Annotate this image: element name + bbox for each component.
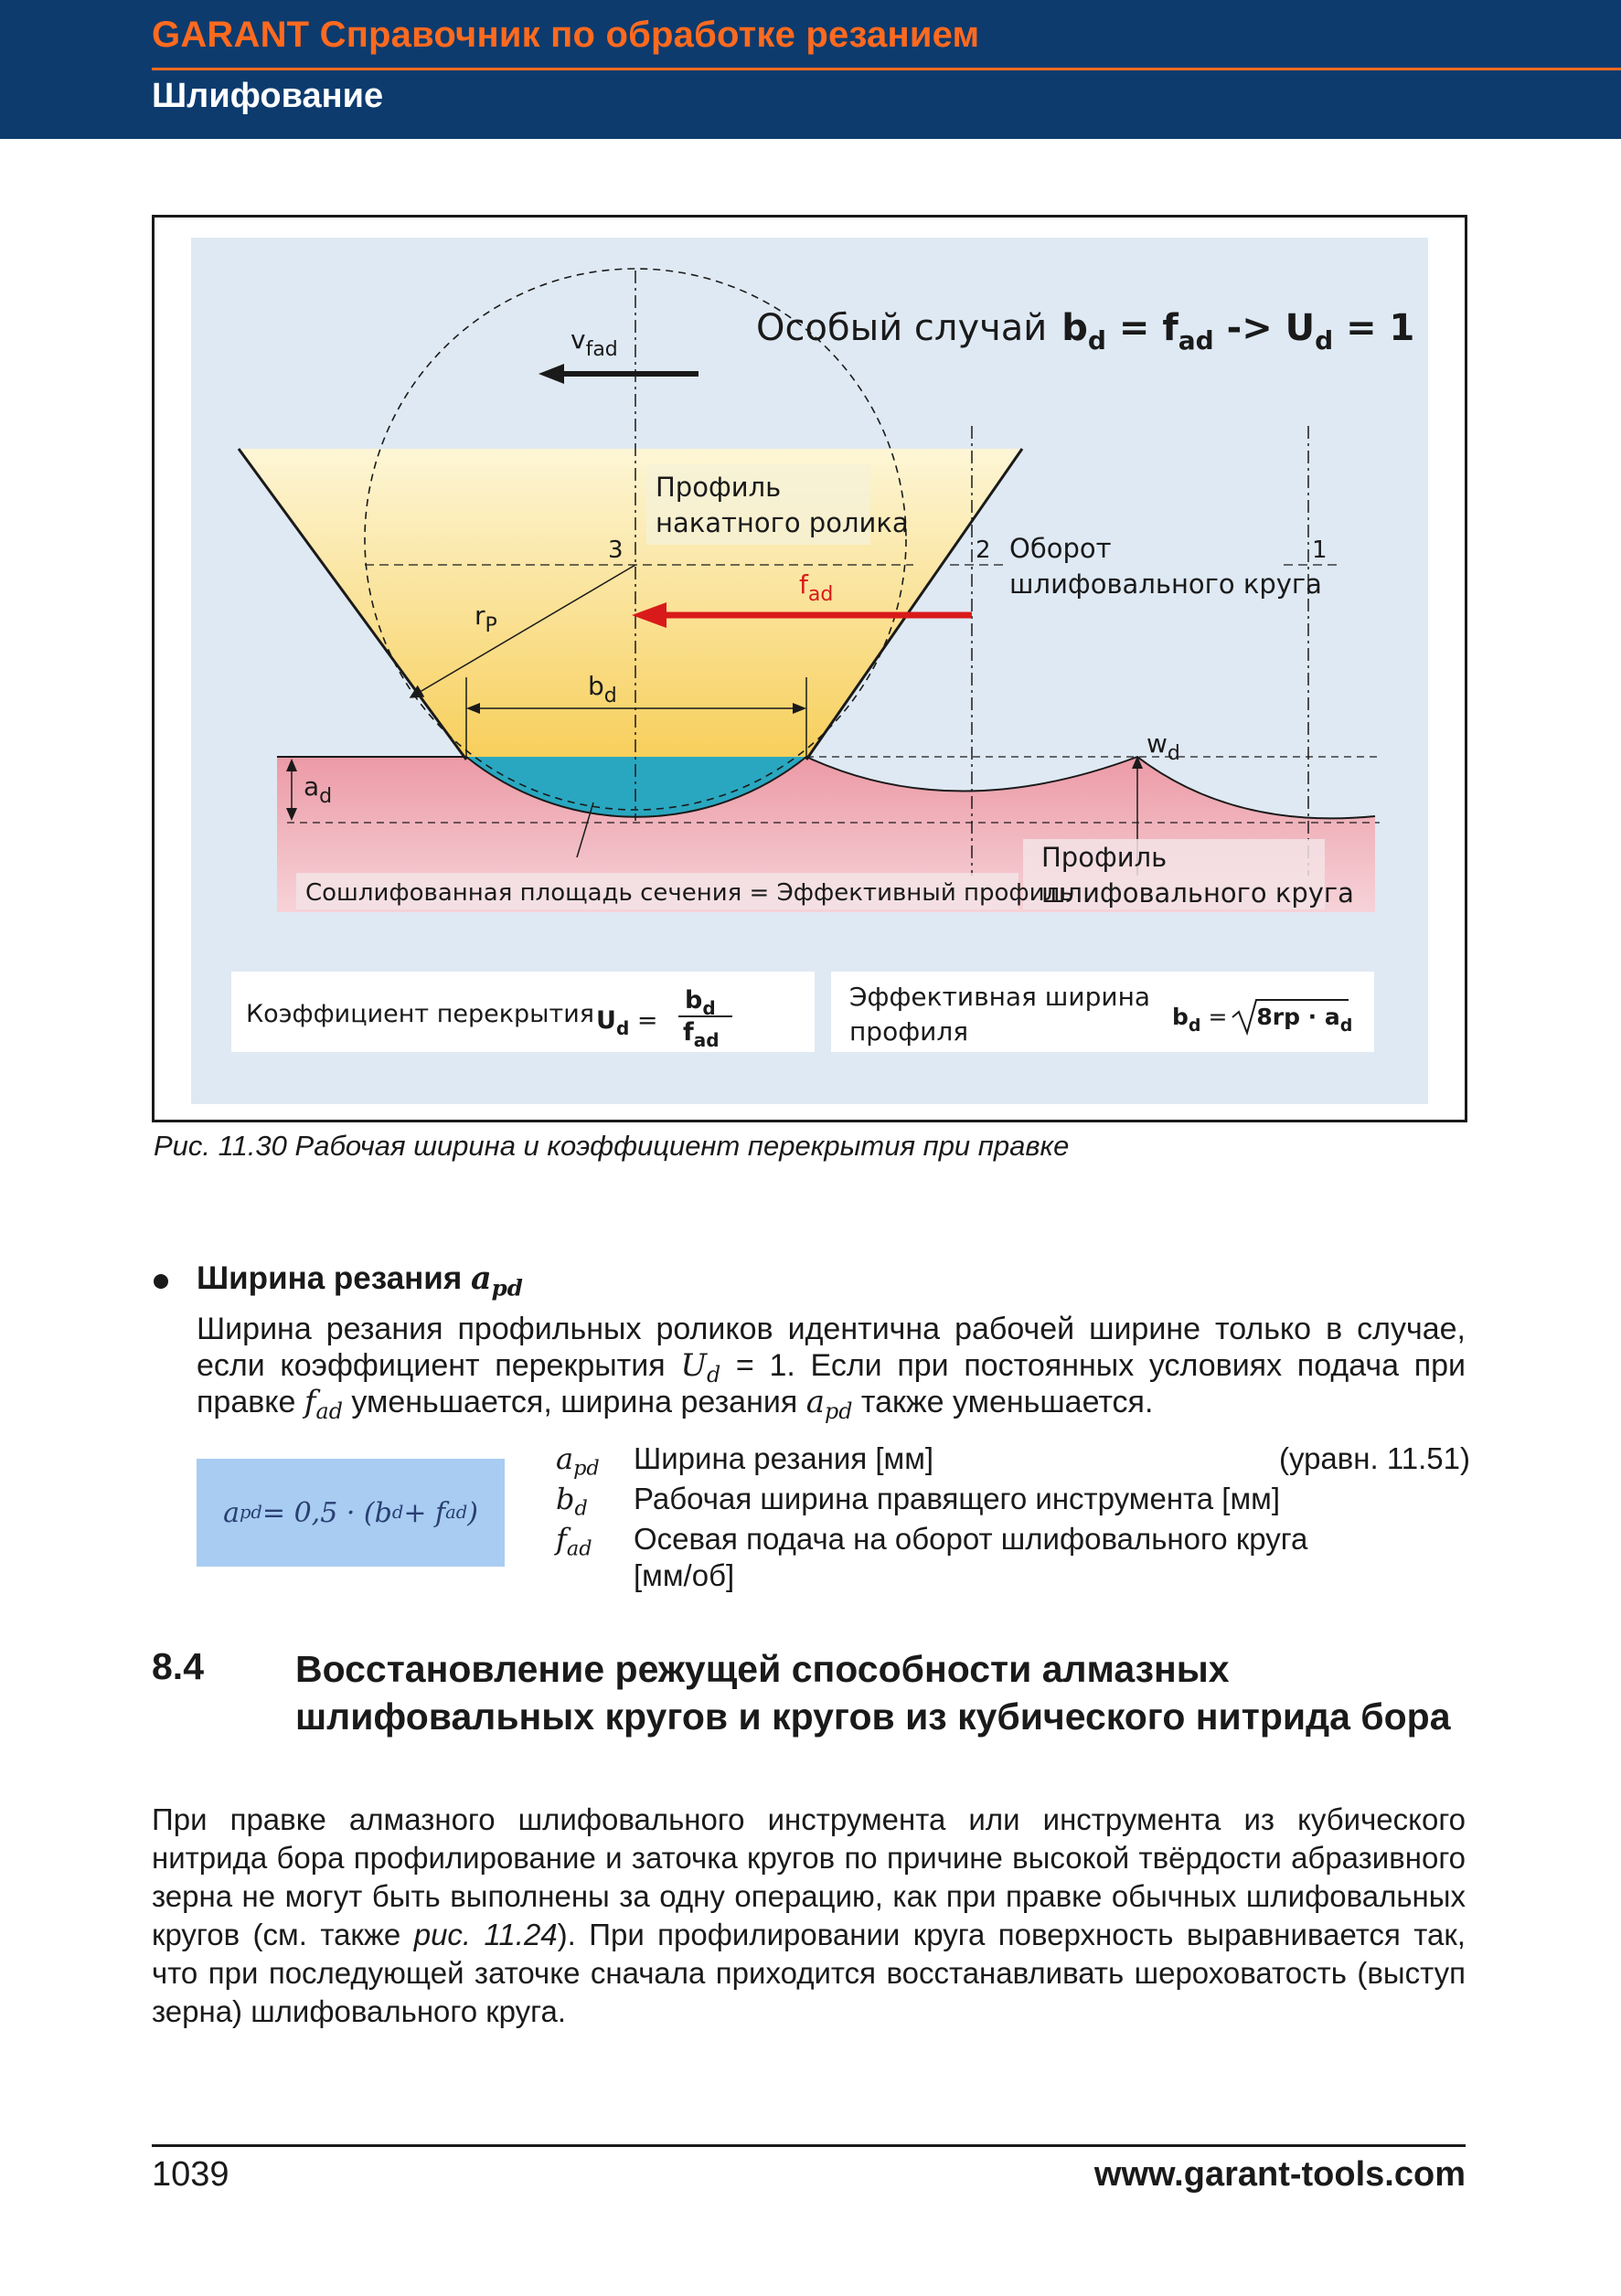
mark-2: 2 (976, 537, 991, 564)
formula-box (197, 1459, 505, 1567)
section-title: Ширина резания $a_{pd}$ (197, 1260, 523, 1302)
header-subtitle: Шлифование (152, 77, 384, 115)
mark-3: 3 (608, 537, 624, 564)
heading-number: 8.4 (152, 1645, 204, 1687)
overlap-numerator: $b_d$ (685, 986, 716, 1019)
footer-divider (152, 2144, 1466, 2147)
overlap-label: Коэффициент перекрытия (246, 1000, 595, 1028)
page-number: 1039 (152, 2155, 229, 2194)
heading-text: Восстановление режущей способности алмазных шлифовальных кругов и кругов из кубического нитрида бора (295, 1648, 1451, 1738)
eff-width-formula: $b_d = 8rp \cdot a_d$ (1172, 1004, 1353, 1036)
r-p-label: $r_P$ (475, 601, 497, 637)
equation-ref: (уравн. 11.51) (1278, 1441, 1470, 1475)
section-paragraph: Ширина резания профильных роликов идентична рабочей ширине только в случае, если коэффициент перекрытия $U_d = 1$. Если при постоянных условиях подача при правке $f_{ad}$ уменьшается, ширина резания $a_{pd}$ также уменьшается. (197, 1312, 1466, 1425)
a-d-label: $a_d$ (304, 771, 333, 808)
overlap-lhs: $U_d$ = (596, 1006, 658, 1039)
eff-width-label: Эффективная ширина профиля (849, 982, 1151, 1047)
mark-1: 1 (1312, 537, 1328, 564)
overlap-denominator: $f_{ad}$ (683, 1018, 720, 1051)
f-ad-label: $f_{ad}$ (799, 569, 834, 606)
roller-profile-label: Профиль накатного ролика (656, 472, 909, 538)
header-title: GARANT Справочник по обработке резанием (152, 15, 980, 55)
website-link[interactable]: www.garant-tools.com (1093, 2155, 1466, 2194)
dressing-diagram (155, 218, 1465, 1120)
wheel-profile-label: Профиль шлифовального круга (1041, 842, 1354, 909)
w-d-label: $w_d$ (1146, 728, 1180, 765)
revolution-label: Оборот шлифовального круга (1009, 533, 1322, 600)
figure-reference: рис. 11.24 (413, 1918, 558, 1951)
v-fad-label: $v_{fad}$ (571, 324, 618, 361)
page-header (0, 0, 1621, 139)
header-divider (152, 68, 1621, 70)
b-d-label: $b_d$ (588, 671, 617, 707)
special-case-text: Особый случай $b_d = f_{ad} -> U_d = 1$ (756, 307, 1415, 356)
figure-caption: Рис. 11.30 Рабочая ширина и коэффициент перекрытия при правке (154, 1130, 1070, 1162)
figure-frame (152, 215, 1467, 1122)
removed-area-label: Сошлифованная площадь сечения = Эффективный профиль (305, 879, 1074, 907)
formula-cutting-width: a pd = 0,5 · (b d + f ad ) (223, 1496, 478, 1529)
body-paragraph: При правке алмазного шлифовального инструмента или инструмента из кубического нитрида бора профилирование и заточка кругов по причине высокой твёрдости абразивного зерна не могут быть выполнены за одну операцию, как при правке обычных шлифовальных кругов (см. также рис. 11.24). При профилировании круга поверхность выравнивается так, что при последующей заточке сначала приходится восстанавливать шероховатость (выступ зерна) шлифовального круга. (152, 1802, 1466, 2028)
bullet-icon (154, 1274, 168, 1289)
